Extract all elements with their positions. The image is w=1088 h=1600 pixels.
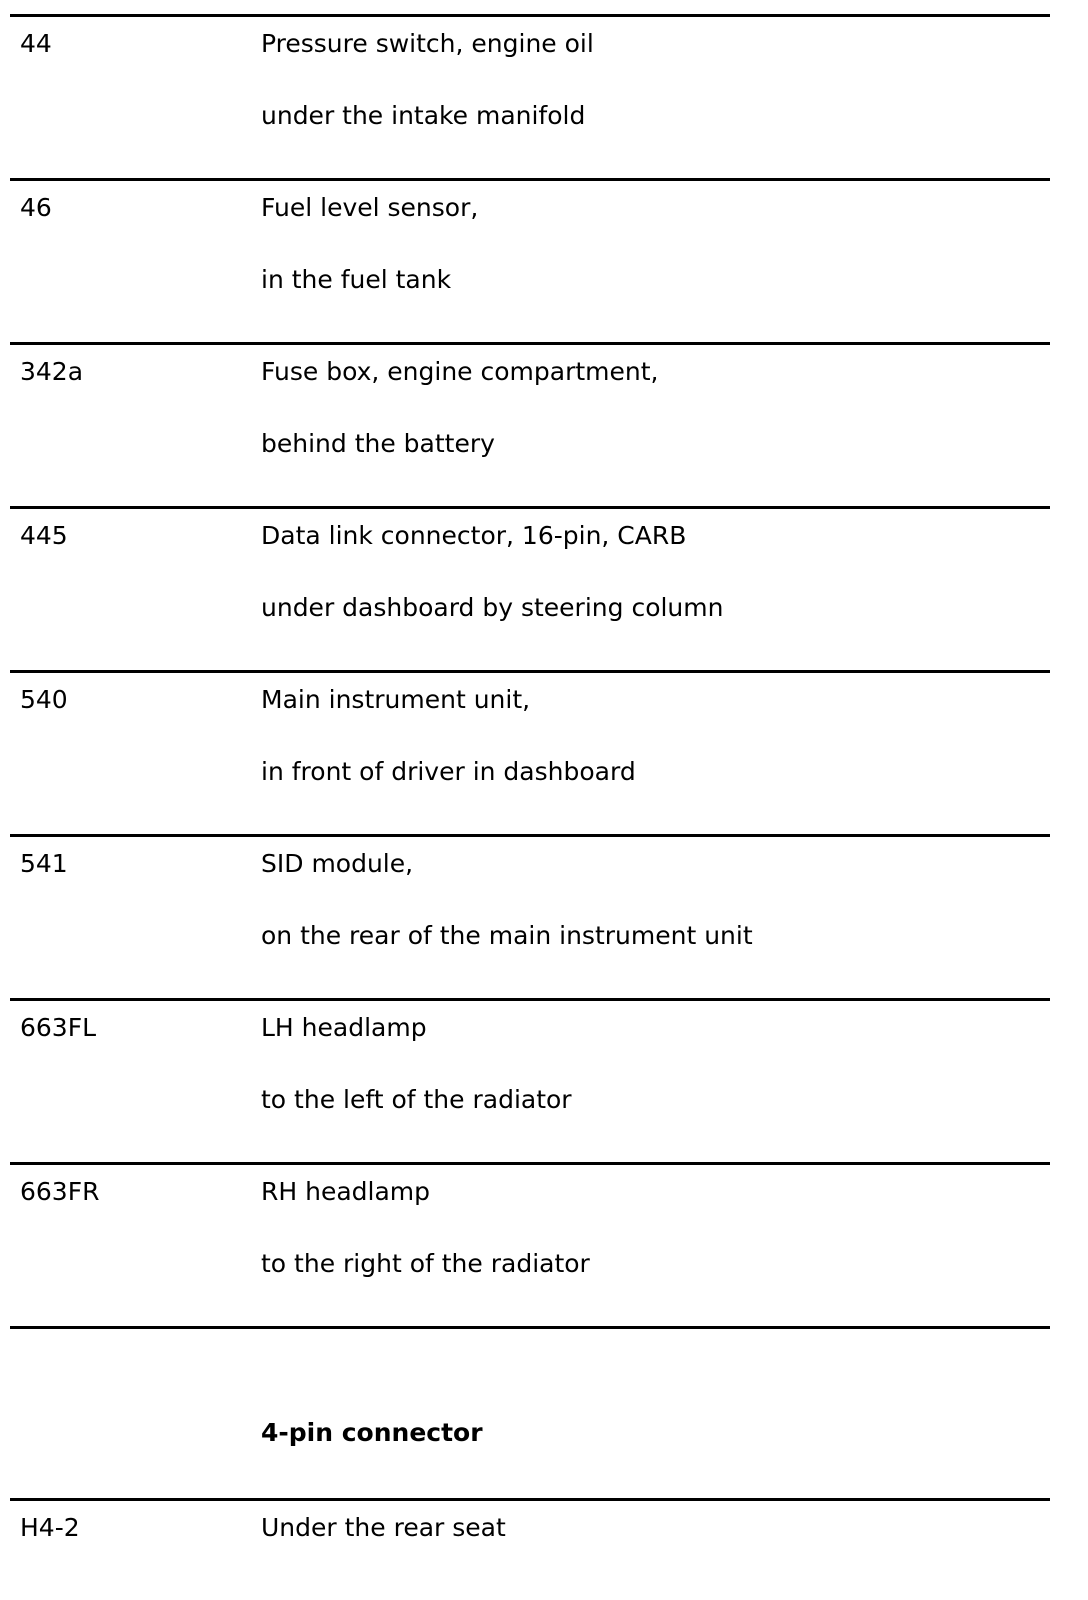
- component-description: LH headlamp: [261, 1013, 427, 1042]
- component-code: 46: [20, 193, 52, 222]
- component-code: 541: [20, 849, 68, 878]
- component-code: 540: [20, 685, 68, 714]
- component-location-table: [10, 14, 1050, 1561]
- component-code: 44: [20, 29, 52, 58]
- component-code: 445: [20, 521, 68, 550]
- component-location: in front of driver in dashboard: [261, 757, 636, 786]
- table-row: [10, 506, 1050, 670]
- component-location: in the fuel tank: [261, 265, 452, 294]
- component-description: Fuse box, engine compartment,: [261, 357, 659, 386]
- component-description: SID module,: [261, 849, 414, 878]
- table-row: [10, 834, 1050, 998]
- component-description: Data link connector, 16-pin, CARB: [261, 521, 687, 550]
- component-description: Fuel level sensor,: [261, 193, 479, 222]
- component-description: RH headlamp: [261, 1177, 431, 1206]
- table-row: [10, 670, 1050, 834]
- component-location: under dashboard by steering column: [261, 593, 724, 622]
- table-row: [10, 998, 1050, 1162]
- component-location: to the right of the radiator: [261, 1249, 590, 1278]
- component-description: Main instrument unit,: [261, 685, 531, 714]
- table-row: [10, 14, 1050, 178]
- component-location: Under the rear seat: [261, 1513, 506, 1542]
- component-description: Pressure switch, engine oil: [261, 29, 594, 58]
- component-code: 342a: [20, 357, 84, 386]
- section-heading-row: [10, 1326, 1050, 1498]
- component-location: behind the battery: [261, 429, 495, 458]
- component-location: under the intake manifold: [261, 101, 586, 130]
- table-row: [10, 1498, 1050, 1561]
- table-row: [10, 1162, 1050, 1326]
- table-row: [10, 178, 1050, 342]
- section-heading: 4-pin connector: [261, 1418, 483, 1447]
- component-code: 663FR: [20, 1177, 100, 1206]
- component-location: to the left of the radiator: [261, 1085, 572, 1114]
- component-location: on the rear of the main instrument unit: [261, 921, 753, 950]
- table-row: [10, 342, 1050, 506]
- component-code: 663FL: [20, 1013, 97, 1042]
- component-code: H4-2: [20, 1513, 80, 1542]
